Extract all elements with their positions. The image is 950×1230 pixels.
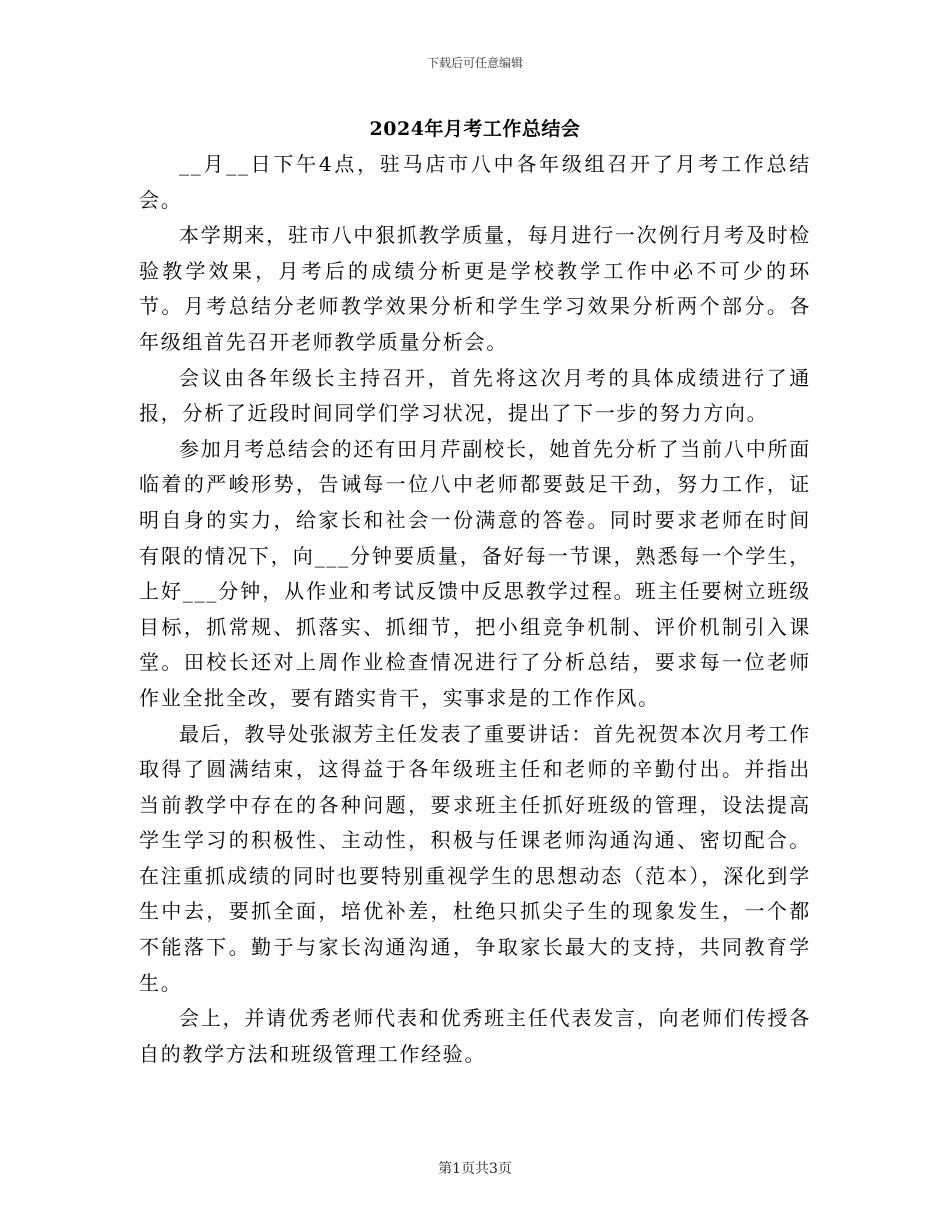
paragraph: 本学期来，驻市八中狠抓教学质量，每月进行一次例行月考及时检验教学效果，月考后的成绩分析更是学校教学工作中必不可少的环节。月考总结分老师教学效果分析和学生学习效果分析两个部分。各年级组首先召开老师教学质量分析会。 — [139, 223, 811, 354]
document-body — [139, 147, 811, 1072]
paragraph: 会上，并请优秀老师代表和优秀班主任代表发言，向老师们传授各自的教学方法和班级管理工作经验。 — [139, 1006, 811, 1066]
paragraph: 会议由各年级长主持召开，首先将这次月考的具体成绩进行了通报，分析了近段时间同学们学习状况，提出了下一步的努力方向。 — [139, 365, 811, 426]
page-header: 下载后可任意编辑 — [426, 56, 523, 70]
paragraph: 最后，教导处张淑芳主任发表了重要讲话：首先祝贺本次月考工作取得了圆满结束，这得益于各年级班主任和老师的辛勤付出。并指出当前教学中存在的各种问题，要求班主任抓好班级的管理，设法提高学生学习的积极性、主动性，积极与任课老师沟通沟通、密切配合。在注重抓成绩的同时也要特别重视学生的思想动态（范本），深化到学生中去，要抓全面，培优补差，杜绝只抓尖子生的现象发生，一个都不能落下。勤于与家长沟通沟通，争取家长最大的支持，共同教育学生。 — [139, 721, 811, 995]
paragraph: 参加月考总结会的还有田月芹副校长，她首先分析了当前八中所面临着的严峻形势，告诫每一位八中老师都要鼓足干劲，努力工作，证明自身的实力，给家长和社会一份满意的答卷。同时要求老师在时间有限的情况下，向___分钟要质量，备好每一节课，熟悉每一个学生，上好___分钟，从作业和考试反馈中反思教学过程。班主任要树立班级目标，抓常规、抓落实、抓细节，把小组竞争机制、评价机制引入课堂。田校长还对上周作业检查情况进行了分析总结，要求每一位老师作业全批全改，要有踏实肯干，实事求是的工作作风。 — [139, 436, 811, 710]
paragraph: __月__日下午4点，驻马店市八中各年级组召开了月考工作总结会。 — [139, 152, 811, 212]
page-footer: 第1页共3页 — [438, 1161, 512, 1177]
document-title: 2024年月考工作总结会 — [369, 118, 581, 140]
